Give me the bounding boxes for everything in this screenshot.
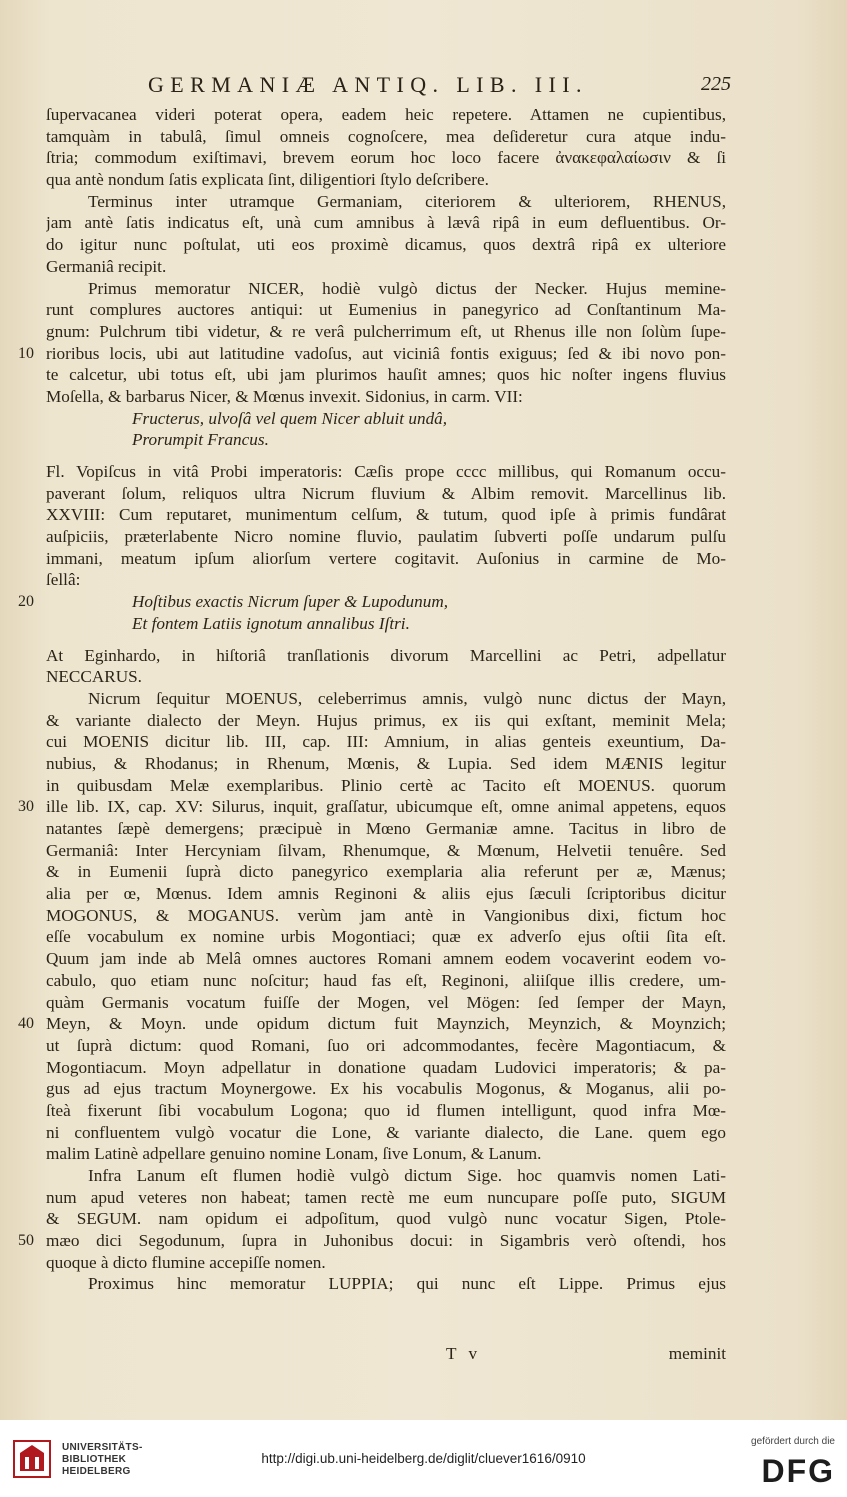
text-line: Infra Lanum eſt flumen hodiè vulgò dictum Sige. hoc quamvis nomen Lati-	[88, 1166, 726, 1185]
text-line: cui MOENIS dicitur lib. III, cap. III: Amnium, in alias genteis exeuntium, Da-	[46, 732, 726, 752]
verse-line: Fructerus, ulvoſâ vel quem Nicer abluit undâ,	[132, 408, 448, 428]
paragraph-gap	[46, 635, 726, 645]
text-line: gus ad ejus tractum Moynergowe. Ex his vocabulis Mogonus, & Moganus, alii po-	[46, 1079, 726, 1099]
library-name-line: HEIDELBERG	[62, 1466, 131, 1477]
text-line: Nicrum ſequitur MOENUS, celeberrimus amnis, vulgò nunc dictus der Mayn,	[88, 688, 726, 708]
text-line: qua antè nondum ſatis explicata ſint, diligentiori ſtylo deſcribere.	[46, 170, 489, 190]
text-line: do igitur nunc poſtulat, uti eos proximè dicamus, quos dextrâ ripâ ex ulteriore	[46, 235, 726, 255]
page-number: 225	[701, 73, 731, 95]
text-line: malim Latinè adpellare genuino nomine Lonam, ſive Lonum, & Lanum.	[46, 1144, 542, 1164]
text-line: runt complures auctores antiqui: ut Eumenius in panegyrico ad Conſtantinum Ma-	[46, 300, 726, 320]
text-line: Germaniâ recipit.	[46, 256, 167, 276]
text-line: cabulo, quo etiam nunc noſcitur; haud fas eſt, Reginoni, aliiſque illis credere, um-	[46, 970, 726, 990]
margin-line-number: 10	[18, 345, 34, 362]
text-line: NECCARUS.	[46, 667, 142, 687]
text-line: gnum: Pulchrum tibi videtur, & re verâ pulcherrimum eſt, ut Rhenus ille non ſolùm ſupe-	[46, 321, 726, 341]
dfg-logo: DFG	[761, 1453, 835, 1489]
text-line: mæo dici Segodunum, ſupra in Juhonibus docui: in Sigambris verò oſtendi, hos	[46, 1231, 726, 1251]
text-line: jam antè ſatis indicatus eſt, unà cum amnibus à lævâ ripâ in eum defluentibus. Or-	[46, 213, 726, 233]
signature-mark: T v	[446, 1344, 482, 1363]
text-line: quàm Germanis vocatum fuiſſe der Mogen, vel Mögen: ſed ſemper der Mayn,	[46, 992, 726, 1012]
text-line: tamquàm in tabulâ, ſimul omneis cognoſcere, mea deſideretur cura atque indu-	[46, 126, 726, 146]
margin-line-number: 30	[18, 798, 34, 815]
funding-caption: gefördert durch die	[751, 1436, 835, 1447]
text-line: MOGONUS, & MOGANUS. verùm jam antè in Vangionibus dixi, fictum hoc	[46, 905, 726, 925]
text-line: num apud veteres non habeat; tamen rectè me eum nuncupare poſſe puto, SIGUM	[46, 1187, 726, 1207]
text-line: in quibusdam Melæ exemplaribus. Plinio certè ac Tacito eſt MOENUS. quorum	[46, 775, 726, 795]
text-line: ille lib. IX, cap. XV: Silurus, inquit, graſſatur, ubicumque eſt, omne animal appetens, equos	[46, 797, 726, 817]
text-line: Meyn, & Moyn. unde opidum dictum fuit Maynzich, Meynzich, & Moynzich;	[46, 1014, 726, 1034]
catchword: meminit	[668, 1344, 726, 1363]
text-line: quoque à dicto flumine accepiſſe nomen.	[46, 1252, 326, 1272]
text-line: & variante dialecto der Meyn. Hujus primus, ex iis qui exſtant, meminit Mela;	[46, 710, 726, 730]
text-line: Terminus inter utramque Germaniam, citeriorem & ulteriorem, RHENUS,	[88, 191, 726, 211]
text-line: Primus memoratur NICER, hodiè vulgò dictus der Necker. Hujus memine-	[88, 278, 726, 298]
text-line: eſſe vocabulum ex nomine urbis Mogontiaci; quæ ex adverſo ejus oſtii ſita eſt.	[46, 927, 726, 947]
catchword-line	[46, 1343, 726, 1365]
text-line: ni confluentem vulgò vocatur die Lone, & variante dialecto, die Lane. quem ego	[46, 1122, 726, 1142]
text-line: alia per œ, Mœnus. Idem amnis Reginoni & aliis ejus ſæculi ſcriptoribus dicitur	[46, 884, 726, 904]
library-name-line: BIBLIOTHEK	[62, 1454, 127, 1465]
margin-line-number: 40	[18, 1015, 34, 1032]
text-line: paverant ſolum, reliquos ultra Nicrum fluvium & Albim removit. Marcellinus lib.	[46, 483, 726, 503]
text-line: Germaniâ: Inter Hercyniam ſilvam, Rhenumque, & Mœnum, Helvetii tenuêre. Sed	[46, 840, 726, 860]
text-line: natantes ſæpè demergens; præcipuè in Mœno Germaniæ amne. Tacitus in libro de	[46, 819, 726, 838]
text-line: nubius, & Rhodanus; in Rhenum, Mœnis, & Lupia. Sed idem MÆNIS legitur	[46, 753, 726, 773]
text-line: XXVIII: Cum reputaret, munimentum celſum, & tutum, quod ipſe à primis fundârat	[46, 505, 726, 525]
text-line: auſpiciis, præterlabente Nicro nomine fluvio, paulatim ſubverti poſſe undarum pulſu	[46, 527, 726, 547]
text-line: Mogontiacum. Moyn adpellatur in donatione quadam Ludovici imperatoris; & pa-	[46, 1057, 726, 1077]
running-head	[0, 72, 847, 102]
verse-line: Et fontem Latiis ignotum annalibus Iſtri.	[132, 613, 410, 633]
text-line: te calcetur, ubi totus eſt, ubi jam plurimos hauſit amnes; quos hic noſter ingens fluvius	[46, 365, 726, 385]
text-line: & SEGUM. nam opidum ei adpoſitum, quod vulgò nunc vocatur Sigen, Ptole-	[46, 1209, 726, 1229]
text-line: At Eginhardo, in hiſtoriâ tranſlationis divorum Marcellini ac Petri, adpellatur	[46, 645, 726, 665]
text-line: Proximus hinc memoratur LUPPIA; qui nunc eſt Lippe. Primus ejus	[88, 1274, 726, 1294]
library-name-line: UNIVERSITÄTS-	[62, 1442, 143, 1453]
text-line: ſtria; commodum exiſtimavi, brevem eorum hoc loco facere ἀνακεφαλαίωσιν & ſi	[46, 148, 726, 168]
text-line: immani, meatum ipſum aliorſum vertere cogitavit. Auſonius in carmine de Mo-	[46, 548, 726, 568]
text-line: & in Eumenii ſuprà dicto panegyrico exemplaria alia referunt per æ, Mænus;	[46, 862, 726, 882]
text-line: ſellâ:	[46, 570, 81, 590]
text-line: Fl. Vopiſcus in vitâ Probi imperatoris: Cæſis prope cccc millibus, qui Romanum occu-	[46, 462, 726, 481]
body-text	[46, 104, 726, 1295]
permalink-url[interactable]: http://digi.ub.uni-heidelberg.de/diglit/cluever1616/0910	[261, 1451, 586, 1466]
text-line: ſupervacanea videri poterat opera, eadem heic repetere. Attamen ne cupientibus,	[46, 105, 726, 124]
text-line: ut ſuprà dictum: quod Romani, ſuo ori adcommodantes, fecère Magontiacum, &	[46, 1035, 726, 1055]
verse-line: Hoſtibus exactis Nicrum ſuper & Lupodunum,	[132, 592, 449, 612]
text-line: Quum jam inde ab Melâ omnes auctores Romani amnem eodem vocaverint eodem vo-	[46, 949, 726, 969]
verse-line: Prorumpit Francus.	[132, 430, 269, 450]
paragraph-gap	[46, 451, 726, 461]
margin-line-number: 50	[18, 1232, 34, 1249]
text-line: rioribus locis, ubi aut latitudine vadoſus, aut viciniâ fontis exiguus; ſed & ibi novo pon-	[46, 343, 726, 363]
running-head-title: GERMANIÆ ANTIQ. LIB. III.	[148, 72, 588, 97]
margin-line-number: 20	[18, 593, 34, 610]
text-line: ſteà fixerunt ſibi vocabulum Logona; quo id flumen intelligunt, quod infra Mœ-	[46, 1100, 726, 1120]
text-line: Moſella, & barbarus Nicer, & Mœnus invexit. Sidonius, in carm. VII:	[46, 386, 523, 406]
viewer-footer	[0, 1420, 847, 1497]
